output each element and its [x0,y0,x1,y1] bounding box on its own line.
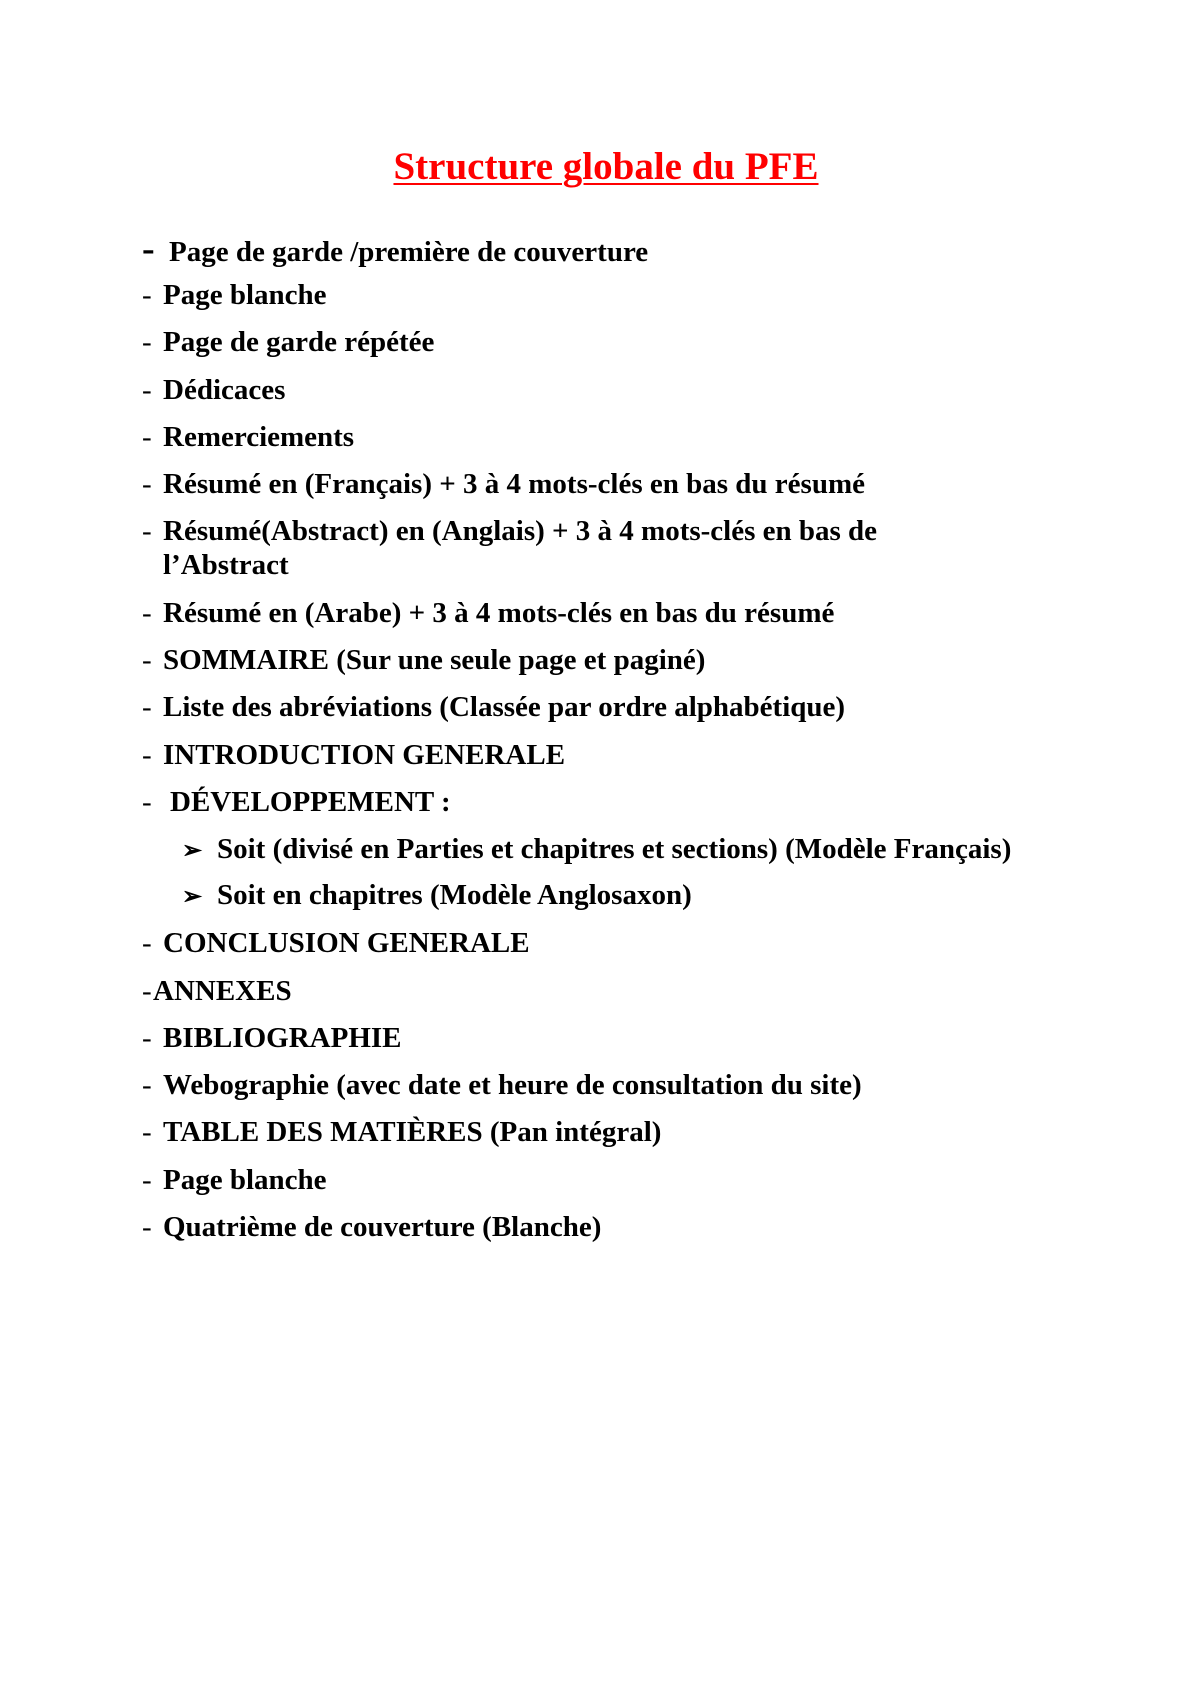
dash-marker: - [142,738,152,771]
list-item [142,926,1142,960]
list-item [142,278,1142,312]
dash-marker: - [142,1211,152,1244]
list-item-text: Page de garde répétée [163,326,435,359]
dash-marker: - [142,596,152,629]
dash-marker: - [142,974,152,1007]
dash-marker: - [142,420,152,453]
list-item-text: Page blanche [163,279,327,311]
list-item-text: Quatrième de couverture (Blanche) [163,1211,602,1244]
sub-list-item [142,832,1142,868]
list-item [142,1210,1142,1244]
list-item-text: Page blanche [163,1163,327,1196]
arrow-bullet-icon: ➢ [182,838,203,865]
list-item-text: Liste des abréviations (Classée par ordre alphabétique) [163,691,846,724]
sub-list-item-text: Soit en chapitres (Modèle Anglosaxon) [217,879,692,912]
list-item-text: DÉVELOPPEMENT : [170,785,451,818]
sub-list-item-text: Soit (divisé en Parties et chapitres et sections) (Modèle Français) [217,833,1012,866]
dash-marker: - [142,1163,152,1196]
sub-list-item [142,878,1142,914]
dash-marker: - [142,279,152,311]
list-item [142,596,1142,630]
list-item-text: Résumé(Abstract) en (Anglais) + 3 à 4 mots-clés en bas de l’Abstract [163,515,878,582]
dash-marker: - [142,515,152,548]
dash-marker: - [142,228,155,270]
document-title [0,143,1200,191]
structure-list [142,228,1142,1257]
list-item [142,420,1142,454]
list-item [142,643,1142,677]
list-item-text: CONCLUSION GENERALE [163,927,530,960]
dash-marker: - [142,326,152,359]
dash-marker: - [142,785,152,818]
list-item-text: Dédicaces [163,373,286,406]
dash-marker: - [142,373,152,406]
list-item-text: ANNEXES [153,974,292,1007]
list-item-text: Résumé en (Français) + 3 à 4 mots-clés en bas du résumé [163,468,865,501]
list-item [142,738,1142,772]
list-item [142,1021,1142,1055]
list-item [142,228,1142,270]
list-item-text: Page de garde /première de couverture [169,236,649,268]
dash-marker: - [142,1021,152,1054]
list-item-text: INTRODUCTION GENERALE [163,738,566,771]
dash-marker: - [142,1069,152,1102]
list-item [142,690,1142,724]
list-item [142,514,1142,582]
list-item [142,325,1142,359]
dash-marker: - [142,927,152,960]
list-item [142,373,1142,407]
arrow-bullet-icon: ➢ [182,884,203,911]
list-item [142,974,1142,1008]
dash-marker: - [142,468,152,501]
list-item-text: TABLE DES MATIÈRES (Pan intégral) [163,1116,662,1149]
dash-marker: - [142,644,152,677]
list-item-text: Webographie (avec date et heure de consultation du site) [163,1069,862,1102]
list-item-text: SOMMAIRE (Sur une seule page et paginé) [163,644,706,677]
list-item [142,785,1142,819]
list-item [142,1163,1142,1197]
dash-marker: - [142,1116,152,1149]
list-item [142,1115,1142,1149]
title-text: Structure globale du PFE [393,145,819,188]
list-item [142,467,1142,501]
list-item-text: BIBLIOGRAPHIE [163,1021,402,1054]
list-item-text: Remerciements [163,420,355,453]
list-item [142,1068,1142,1102]
dash-marker: - [142,691,152,724]
list-item-text: Résumé en (Arabe) + 3 à 4 mots-clés en bas du résumé [163,596,835,629]
